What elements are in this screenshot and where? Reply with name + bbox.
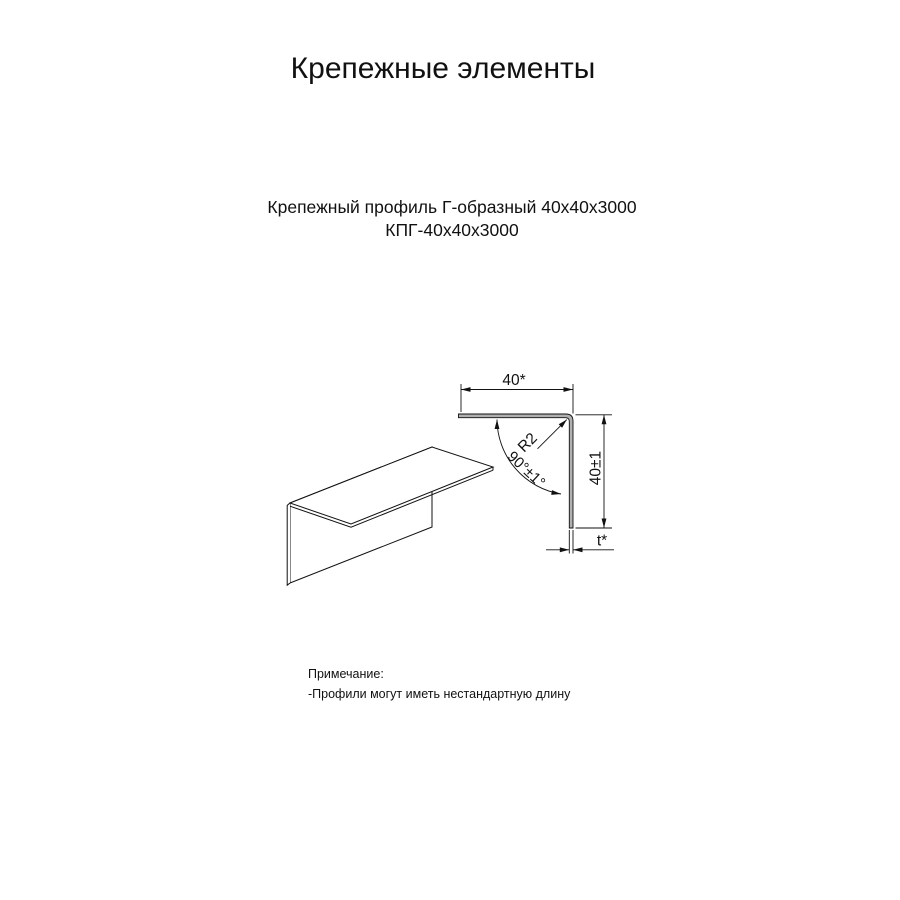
dim-width	[461, 372, 573, 414]
note-block	[308, 664, 570, 704]
dim-thickness	[546, 530, 614, 554]
dim-height-arrow-top	[602, 415, 607, 425]
subtitle-line-1: Крепежный профиль Г-образный 40х40х3000	[267, 197, 637, 217]
dim-width-arrow-left	[461, 387, 471, 392]
dim-thickness-arrow-left	[560, 547, 570, 552]
dim-width-arrow-right	[564, 387, 574, 392]
note-line: -Профили могут иметь нестандартную длину	[308, 687, 571, 701]
dim-thickness-arrow-right	[573, 547, 583, 552]
note-heading: Примечание:	[308, 667, 384, 681]
dim-radius-label: R2	[514, 429, 541, 456]
dim-angle-label: 90°±1°	[503, 448, 549, 492]
subtitle-line-2: КПГ-40х40х3000	[385, 219, 519, 240]
dim-width-label: 40*	[502, 372, 526, 389]
dim-height	[576, 415, 613, 528]
dim-radius	[515, 420, 567, 456]
dim-thickness-label: t*	[596, 532, 608, 550]
dim-height-arrow-bottom	[602, 519, 607, 529]
dim-height-label: 40±1	[587, 450, 605, 486]
page-title: Крепежные элементы	[290, 52, 596, 85]
profile-3d-view	[287, 447, 493, 585]
profile-3d-web-end-thickness	[287, 503, 290, 585]
dim-angle-arrow-top	[495, 420, 500, 430]
